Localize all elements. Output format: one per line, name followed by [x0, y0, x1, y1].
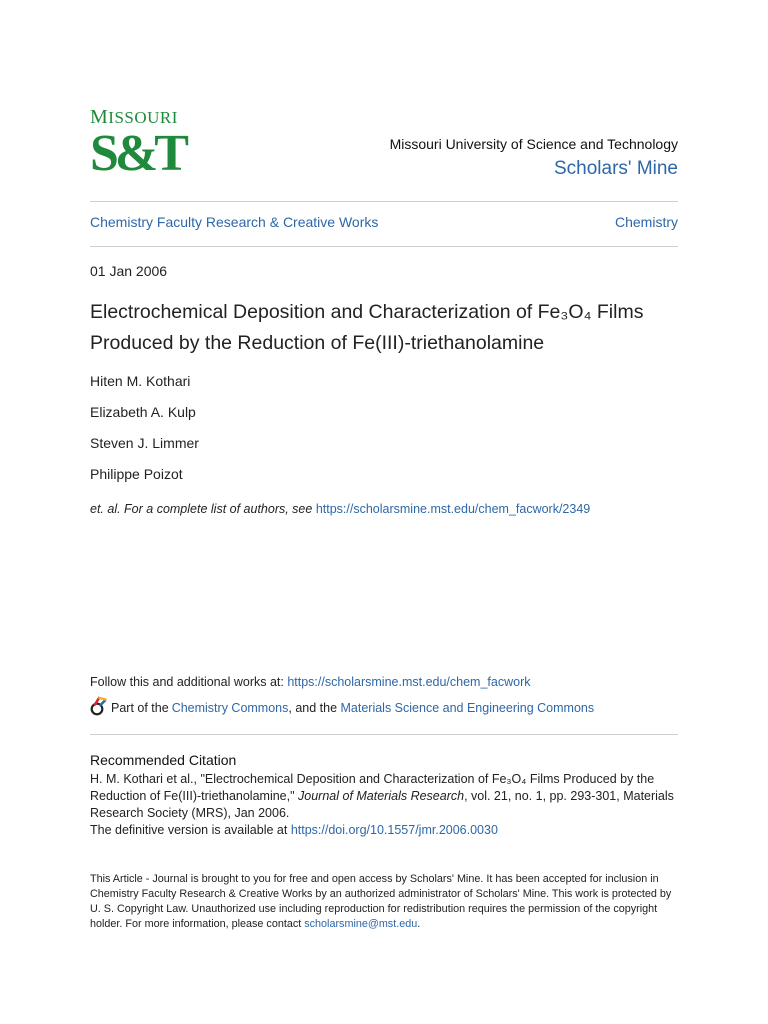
- collection-link[interactable]: Chemistry Faculty Research & Creative Works: [90, 214, 379, 230]
- doi-link[interactable]: https://doi.org/10.1557/jmr.2006.0030: [290, 823, 498, 837]
- author-name: Hiten M. Kothari: [90, 373, 191, 389]
- author-name: Elizabeth A. Kulp: [90, 404, 196, 420]
- divider: [90, 246, 678, 247]
- materials-commons-link[interactable]: Materials Science and Engineering Commons: [340, 701, 595, 715]
- follow-line: Follow this and additional works at: https://scholarsmine.mst.edu/chem_facwork: [90, 675, 531, 689]
- title-line-2: Produced by the Reduction of Fe(III)-triethanolamine: [90, 332, 545, 354]
- repository-link[interactable]: Scholars' Mine: [553, 158, 678, 179]
- additional-works-link[interactable]: https://scholarsmine.mst.edu/chem_facwork: [287, 675, 531, 689]
- copyright-notice: This Article - Journal is brought to you for free and open access by Scholars' Mine. It has been accepted for inclusion in Chemistry Faculty Research & Creative Works by an authorized administrator of Scholars' Mine. This work is protected by U. S. Copyright Law. Unauthorized use including reproduction for redistribution requires the permission of the copyright holder. For more information, please contact scholarsmine@mst.edu.: [90, 873, 672, 930]
- author-name: Steven J. Limmer: [90, 435, 199, 451]
- missouri-st-logo: [90, 106, 185, 184]
- article-title: [90, 297, 678, 359]
- author-list-link[interactable]: https://scholarsmine.mst.edu/chem_facwork/2349: [315, 502, 591, 516]
- citation-text: H. M. Kothari et al., "Electrochemical Deposition and Characterization of Fe₃O₄ Films Produced by the Reduction of Fe(III)-triethanolamine," Journal of Materials Research, vol. 21, no. 1, pp. 293-301, Materials Research Society (MRS), Jan 2006.: [90, 772, 674, 820]
- definitive-version-line: The definitive version is available at https://doi.org/10.1557/jmr.2006.0030: [90, 823, 498, 837]
- author-list-note: et. al. For a complete list of authors, see https://scholarsmine.mst.edu/chem_facwork/2349: [90, 502, 591, 516]
- institution-name: Missouri University of Science and Technology: [389, 136, 678, 152]
- department-link[interactable]: Chemistry: [614, 214, 678, 230]
- chemistry-commons-link[interactable]: Chemistry Commons: [171, 701, 289, 715]
- citation-heading: Recommended Citation: [90, 752, 237, 768]
- logo-wordmark-main: S&T: [90, 125, 185, 182]
- cover-page: [90, 0, 678, 1024]
- author-name: Philippe Poizot: [90, 466, 183, 482]
- contact-email-link[interactable]: scholarsmine@mst.edu: [304, 918, 418, 930]
- divider: [90, 201, 678, 202]
- part-of-line: Part of the Chemistry Commons , and the Materials Science and Engineering Commons: [90, 698, 594, 718]
- divider: [90, 734, 678, 735]
- logo-wordmark-top: MISSOURI: [90, 106, 178, 128]
- open-access-icon: [90, 696, 108, 716]
- author-list: [90, 372, 199, 496]
- title-line-1: Electrochemical Deposition and Characterization of Fe₃O₄ Films: [90, 301, 644, 323]
- publication-date: 01 Jan 2006: [90, 263, 168, 279]
- journal-name: Journal of Materials Research: [298, 789, 465, 803]
